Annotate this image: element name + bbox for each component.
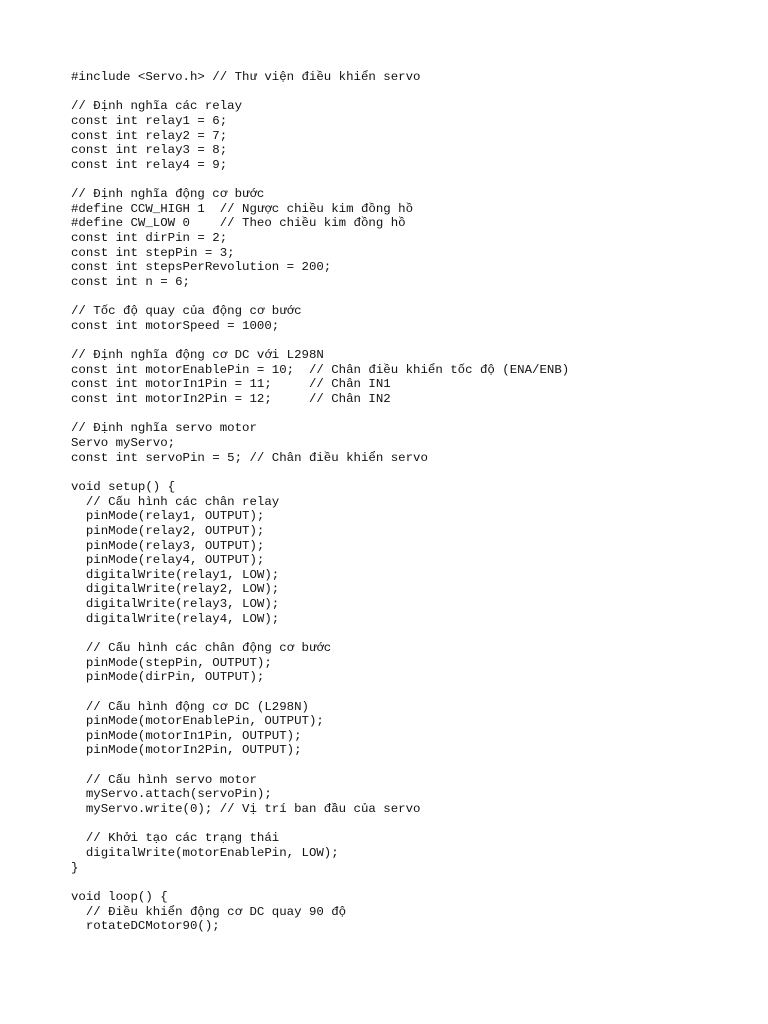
code-line: pinMode(stepPin, OUTPUT); <box>71 655 272 670</box>
code-line <box>71 85 751 100</box>
code-line: myServo.write(0); // Vị trí ban đầu của servo <box>71 802 421 817</box>
code-line: pinMode(motorEnablePin, OUTPUT); <box>71 714 324 729</box>
code-line: pinMode(relay1, OUTPUT); <box>71 509 265 524</box>
code-line: // Định nghĩa động cơ DC với L298N <box>71 348 324 363</box>
code-line: pinMode(relay4, OUTPUT); <box>71 553 265 568</box>
code-line: const int motorEnablePin = 10; // Chân điều khiển tốc độ (ENA/ENB) <box>71 362 570 377</box>
code-line: pinMode(relay2, OUTPUT); <box>71 523 265 538</box>
code-line: const int stepPin = 3; <box>71 245 235 260</box>
code-line: pinMode(motorIn2Pin, OUTPUT); <box>71 743 302 758</box>
code-line <box>71 407 751 422</box>
code-line <box>71 465 751 480</box>
code-line: // Cấu hình các chân động cơ bước <box>71 640 332 655</box>
code-line <box>71 685 751 700</box>
code-line: digitalWrite(motorEnablePin, LOW); <box>71 845 339 860</box>
code-line: } <box>71 860 79 875</box>
code-line: const int servoPin = 5; // Chân điều khiển servo <box>71 450 428 465</box>
code-line: digitalWrite(relay1, LOW); <box>71 567 280 582</box>
code-line: const int relay4 = 9; <box>71 157 228 172</box>
code-line <box>71 817 751 832</box>
code-line <box>71 290 751 305</box>
code-listing <box>71 70 751 934</box>
code-line: rotateDCMotor90(); <box>71 919 220 934</box>
code-line: const int motorIn2Pin = 12; // Chân IN2 <box>71 392 391 407</box>
code-line <box>71 334 751 349</box>
code-line: #define CW_LOW 0 // Theo chiều kim đồng hồ <box>71 216 406 231</box>
code-line: const int n = 6; <box>71 274 190 289</box>
code-line: // Cấu hình các chân relay <box>71 494 280 509</box>
code-line: pinMode(motorIn1Pin, OUTPUT); <box>71 728 302 743</box>
code-line: const int relay2 = 7; <box>71 128 228 143</box>
code-line: // Định nghĩa các relay <box>71 99 243 114</box>
code-line: // Cấu hình động cơ DC (L298N) <box>71 699 309 714</box>
code-line <box>71 875 751 890</box>
code-line: #include <Servo.h> // Thư viện điều khiển servo <box>71 70 421 84</box>
code-line: // Định nghĩa servo motor <box>71 421 257 436</box>
code-line: myServo.attach(servoPin); <box>71 787 272 802</box>
code-line: pinMode(relay3, OUTPUT); <box>71 538 265 553</box>
code-line: // Khởi tạo các trạng thái <box>71 831 280 846</box>
code-line: const int dirPin = 2; <box>71 231 228 246</box>
code-line: const int motorSpeed = 1000; <box>71 318 280 333</box>
code-line <box>71 626 751 641</box>
code-line: const int motorIn1Pin = 11; // Chân IN1 <box>71 377 391 392</box>
code-line: digitalWrite(relay3, LOW); <box>71 597 280 612</box>
code-line: // Cấu hình servo motor <box>71 772 257 787</box>
code-line: const int relay1 = 6; <box>71 113 228 128</box>
code-line: // Điều khiển động cơ DC quay 90 độ <box>71 904 347 919</box>
code-line: Servo myServo; <box>71 436 176 451</box>
code-line <box>71 758 751 773</box>
code-line: pinMode(dirPin, OUTPUT); <box>71 670 265 685</box>
code-line: // Tốc độ quay của động cơ bước <box>71 304 302 319</box>
code-line: #define CCW_HIGH 1 // Ngược chiều kim đồng hồ <box>71 201 414 216</box>
code-line: digitalWrite(relay4, LOW); <box>71 611 280 626</box>
code-line: digitalWrite(relay2, LOW); <box>71 582 280 597</box>
code-line: void setup() { <box>71 479 176 494</box>
code-line: const int stepsPerRevolution = 200; <box>71 260 332 275</box>
code-line: // Định nghĩa động cơ bước <box>71 187 265 202</box>
code-line <box>71 172 751 187</box>
code-line: void loop() { <box>71 889 168 904</box>
code-line: const int relay3 = 8; <box>71 143 228 158</box>
